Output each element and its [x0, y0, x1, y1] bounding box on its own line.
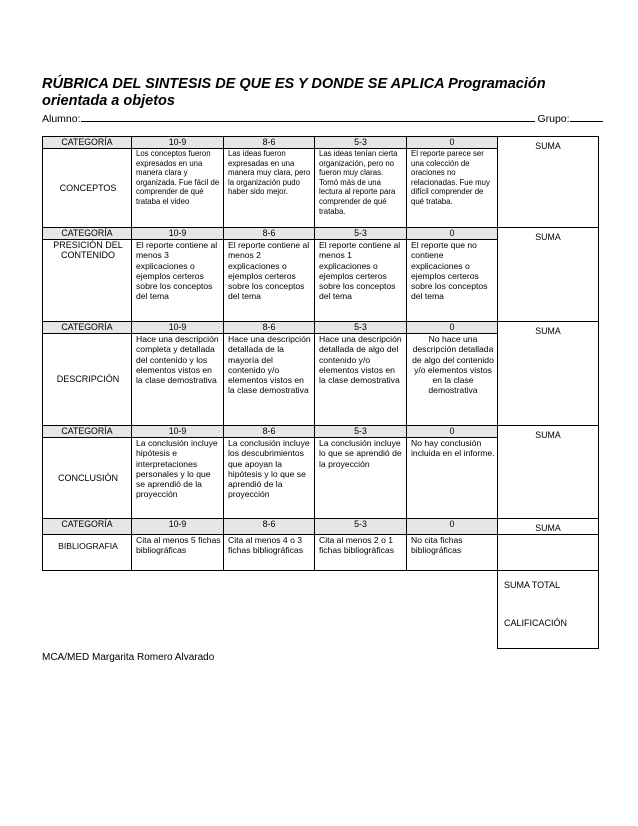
criterion-cell: Hace una descripción completa y detallada del contenido y los elementos vistos en la clase demostrativa [132, 334, 224, 426]
header-10-9: 10-9 [132, 519, 224, 535]
header-8-6: 8-6 [224, 426, 315, 438]
header-suma: SUMA [498, 322, 599, 426]
header-0: 0 [407, 228, 498, 240]
header-row [43, 426, 599, 438]
header-suma: SUMA [498, 137, 599, 228]
criterion-cell: El reporte contiene al menos 3 explicaciones o ejemplos certeros sobre los conceptos del tema [132, 240, 224, 322]
header-0: 0 [407, 322, 498, 334]
alumno-blank [81, 111, 535, 122]
header-5-3: 5-3 [315, 519, 407, 535]
header-8-6: 8-6 [224, 322, 315, 334]
criterion-cell: Las ideas tenían cierta organización, pero no fueron muy claras. Tomó más de una lectura al reporte para comprender de qué trataba. [315, 149, 407, 228]
header-categoria: CATEGORÍA [43, 519, 132, 535]
category-name: PRESICIÓN DEL CONTENIDO [43, 240, 132, 322]
criterion-cell: La conclusión incluye lo que se aprendió de la proyección [315, 438, 407, 519]
header-row [43, 228, 599, 240]
header-10-9: 10-9 [132, 426, 224, 438]
header-5-3: 5-3 [315, 426, 407, 438]
header-0: 0 [407, 137, 498, 149]
criterion-cell: Hace una descripción detallada de la mayoría del contenido y/o elementos vistos en la clase demostrativa [224, 334, 315, 426]
category-name: CONCLUSIÓN [43, 438, 132, 519]
header-10-9: 10-9 [132, 228, 224, 240]
criterion-cell: El reporte contiene al menos 2 explicaciones o ejemplos certeros sobre los conceptos del tema [224, 240, 315, 322]
header-suma: SUMA [498, 426, 599, 519]
criterion-cell: La conclusión incluye los descubrimientos que apoyan la hipótesis y lo que se aprendió de la proyección [224, 438, 315, 519]
criterion-cell: Hace una descripción detallada de algo del contenido y/o elementos vistos en la clase demostrativa [315, 334, 407, 426]
header-row [43, 519, 599, 535]
student-line [42, 111, 597, 126]
header-5-3: 5-3 [315, 228, 407, 240]
criterion-cell: La conclusión incluye hipótesis e interpretaciones personales y lo que se aprendió de la proyección [132, 438, 224, 519]
criterion-cell: Cita al menos 2 o 1 fichas bibliográficas [315, 535, 407, 571]
calificacion-label: CALIFICACIÓN [504, 618, 568, 628]
header-10-9: 10-9 [132, 322, 224, 334]
header-8-6: 8-6 [224, 519, 315, 535]
header-row [43, 322, 599, 334]
header-8-6: 8-6 [224, 137, 315, 149]
header-5-3: 5-3 [315, 322, 407, 334]
criterion-cell: Cita al menos 5 fichas bibliográficas [132, 535, 224, 571]
grupo-label: Grupo: [537, 113, 570, 125]
header-8-6: 8-6 [224, 228, 315, 240]
header-0: 0 [407, 426, 498, 438]
header-categoria: CATEGORÍA [43, 426, 132, 438]
header-suma: SUMA [498, 519, 599, 535]
criterion-cell: Las ideas fueron expresadas en una manera muy clara, pero la organización pudo haber sido mejor. [224, 149, 315, 228]
criterion-cell: No hace una descripción detallada de algo del contenido y/o elementos vistos en la clase demostrativa [407, 334, 498, 426]
criterion-cell: No hay conclusión incluida en el informe. [407, 438, 498, 519]
suma-total-label: SUMA TOTAL [504, 580, 561, 590]
category-name: DESCRIPCIÓN [43, 334, 132, 426]
category-name: BIBLIOGRAFIA [43, 535, 132, 571]
header-10-9: 10-9 [132, 137, 224, 149]
criterion-cell: No cita fichas bibliográficas [407, 535, 498, 571]
header-5-3: 5-3 [315, 137, 407, 149]
category-name: CONCEPTOS [43, 149, 132, 228]
total-box [497, 568, 599, 649]
suma-cell [498, 535, 599, 571]
page-title: RÚBRICA DEL SINTESIS DE QUE ES Y DONDE SE APLICA Programación orientada a objetos [42, 76, 546, 109]
header-suma: SUMA [498, 228, 599, 322]
header-categoria: CATEGORÍA [43, 228, 132, 240]
rubric-table [42, 136, 599, 571]
header-row [43, 137, 599, 149]
grupo-blank [570, 111, 603, 122]
header-categoria: CATEGORÍA [43, 137, 132, 149]
criterion-cell: Cita al menos 4 o 3 fichas bibliográficas [224, 535, 315, 571]
header-0: 0 [407, 519, 498, 535]
alumno-label: Alumno: [42, 113, 81, 125]
criterion-cell: El reporte contiene al menos 1 explicaciones o ejemplos certeros sobre los conceptos del tema [315, 240, 407, 322]
footer-author: MCA/MED Margarita Romero Alvarado [42, 652, 215, 663]
criterion-cell: Los conceptos fueron expresados en una manera clara y organizada. Fue fácil de comprender de qué trataba el video [132, 149, 224, 228]
criterion-cell: El reporte parece ser una colección de oraciones no relacionadas. Fue muy difícil comprender de qué trataba. [407, 149, 498, 228]
header-categoria: CATEGORÍA [43, 322, 132, 334]
table-row [43, 535, 599, 571]
criterion-cell: El reporte que no contiene explicaciones o ejemplos certeros sobre los conceptos del tema [407, 240, 498, 322]
